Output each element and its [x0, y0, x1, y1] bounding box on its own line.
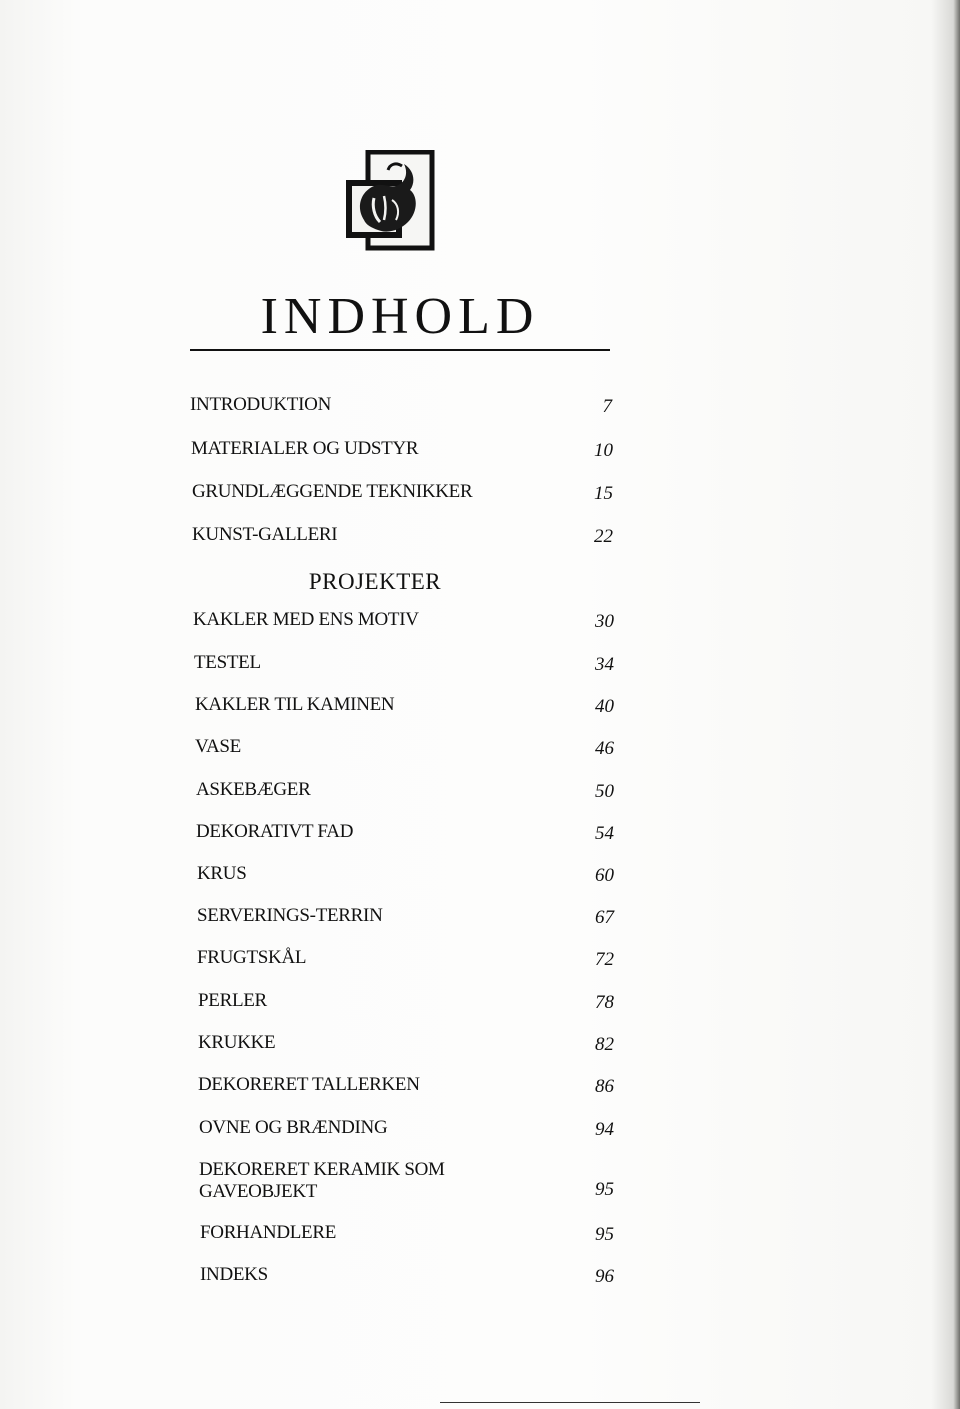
toc-entry	[197, 905, 614, 935]
toc-entry-title: ASKEBÆGER	[196, 779, 311, 800]
page-title: INDHOLD	[260, 288, 540, 345]
toc-entry	[199, 1159, 614, 1209]
toc-entry	[200, 1264, 614, 1294]
toc-entry-title: PERLER	[198, 990, 267, 1011]
toc-entry-page-number: 95	[595, 1179, 614, 1200]
toc-entry-title: DEKORATIVT FAD	[196, 821, 354, 842]
toc-entry-page-number: 15	[594, 483, 613, 504]
toc-entry	[198, 1074, 614, 1104]
toc-entry-page-number: 67	[595, 907, 614, 928]
toc-entry-title: INDEKS	[200, 1264, 268, 1285]
toc-entry-page-number: 86	[595, 1076, 614, 1097]
toc-entry	[197, 947, 614, 977]
toc-entry-page-number: 72	[595, 949, 614, 970]
title-underline	[190, 349, 610, 351]
toc-entry-title: KAKLER MED ENS MOTIV	[193, 609, 419, 630]
toc-entry	[193, 609, 614, 639]
toc-entry	[200, 1222, 614, 1252]
toc-entry	[191, 438, 613, 468]
page-edge-line	[440, 1402, 700, 1403]
toc-entry-title: MATERIALER OG UDSTYR	[191, 438, 419, 459]
toc-entry	[194, 652, 614, 682]
toc-entry	[198, 1032, 614, 1062]
toc-entry-page-number: 96	[595, 1266, 614, 1287]
toc-entry	[197, 863, 614, 893]
toc-entry-page-number: 40	[595, 696, 614, 717]
toc-entry-page-number: 82	[595, 1034, 614, 1055]
toc-entry	[198, 990, 614, 1020]
toc-entry-title: FRUGTSKÅL	[197, 947, 307, 968]
toc-entry-title: OVNE OG BRÆNDING	[199, 1117, 388, 1138]
toc-entry-page-number: 78	[595, 992, 614, 1013]
toc-entry-page-number: 60	[595, 865, 614, 886]
toc-entry-title: KAKLER TIL KAMINEN	[195, 694, 395, 715]
toc-entry-page-number: 30	[595, 611, 614, 632]
toc-entry	[196, 779, 614, 809]
toc-entry-title: INTRODUKTION	[190, 394, 331, 415]
toc-entry-title: DEKORERET KERAMIK SOM GAVEOBJEKT	[199, 1159, 445, 1202]
toc-entry	[192, 524, 613, 554]
toc-entry-title: FORHANDLERE	[200, 1222, 337, 1243]
toc-entry-page-number: 54	[595, 823, 614, 844]
toc-entry	[195, 736, 614, 766]
toc-entry	[190, 394, 612, 424]
toc-entry	[199, 1117, 614, 1147]
toc-entry-title: TESTEL	[194, 652, 261, 673]
toc-entry-title: KUNST-GALLERI	[192, 524, 338, 545]
toc-entry-page-number: 94	[595, 1119, 614, 1140]
toc-entry-title: KRUKKE	[198, 1032, 276, 1053]
toc-entry-page-number: 95	[595, 1224, 614, 1245]
decorative-emblem-icon	[344, 150, 436, 252]
toc-entry	[195, 694, 614, 724]
toc-entry-page-number: 34	[595, 654, 614, 675]
toc-entry-title: SERVERINGS-TERRIN	[197, 905, 383, 926]
section-heading-projects: PROJEKTER	[308, 569, 442, 594]
toc-entry-page-number: 7	[602, 396, 612, 417]
toc-entry-page-number: 46	[595, 738, 614, 759]
toc-entry-page-number: 50	[595, 781, 614, 802]
toc-entry-page-number: 22	[594, 526, 613, 547]
toc-entry-title: VASE	[195, 736, 241, 757]
toc-entry-title: KRUS	[197, 863, 247, 884]
toc-entry-page-number: 10	[594, 440, 613, 461]
toc-entry	[196, 821, 614, 851]
toc-entry-title: GRUNDLÆGGENDE TEKNIKKER	[192, 481, 473, 502]
toc-entry-title: DEKORERET TALLERKEN	[198, 1074, 420, 1095]
toc-entry	[192, 481, 613, 511]
